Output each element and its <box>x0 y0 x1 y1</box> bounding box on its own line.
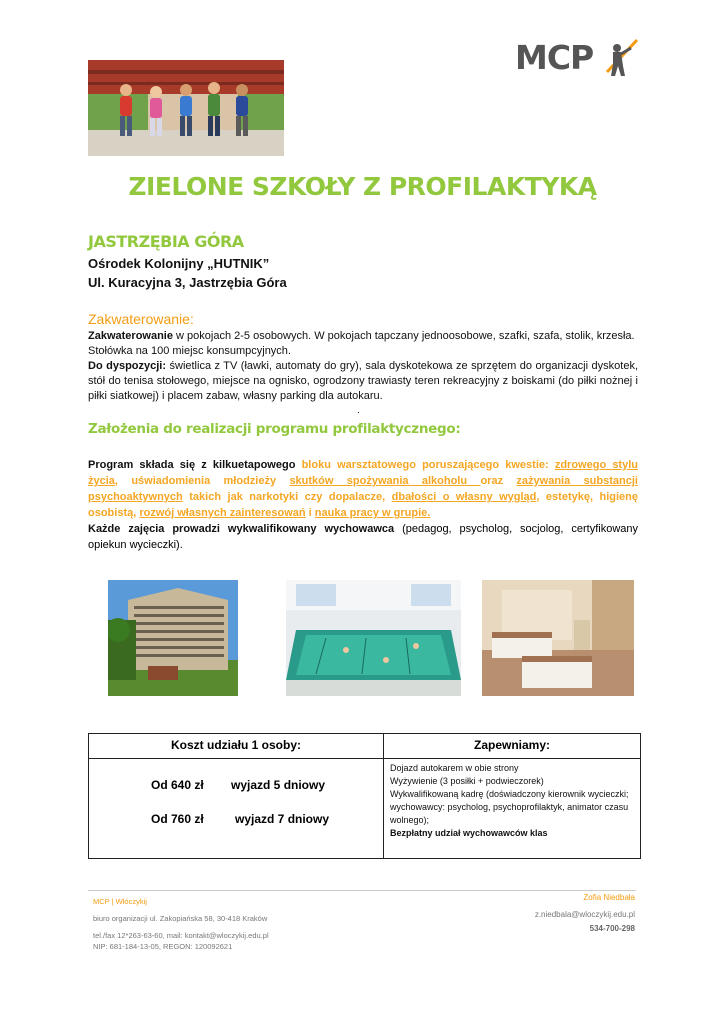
pool-photo <box>286 580 461 696</box>
program-sep-5: , estetykę, higienę osobistą, <box>88 491 639 519</box>
venue-name: Ośrodek Kolonijny „HUTNIK” <box>88 256 270 271</box>
program-sep-6: i <box>305 507 315 519</box>
accommodation-label: Zakwaterowanie <box>88 330 173 342</box>
accommodation-text: w pokojach 2-5 osobowych. W pokojach tapczany jednoosobowe, szafki, szafa, stolik, krzesła. Stołówka na 100 miejsc konsumpcyjnych. <box>88 330 635 357</box>
provides-item: Wykwalifikowaną kadrę (doświadczony kierownik wycieczki; wychowawcy: psycholog, psychoprofilaktyk, animator czasu wolnego); <box>390 789 629 825</box>
program-workshop: bloku warsztatowego poruszającego kwestie: <box>301 459 555 471</box>
footer-org: MCP | Włóczykij <box>93 897 147 906</box>
venue-address: Ul. Kuracyjna 3, Jastrzębia Góra <box>88 275 287 290</box>
building-photo <box>108 580 238 696</box>
topic-substances: zażywania substancji psychoaktywnych <box>88 475 638 503</box>
provides-list <box>390 762 640 840</box>
mcp-logo <box>515 36 645 82</box>
topic-teamwork: nauka pracy w grupie. <box>314 507 431 519</box>
topic-youth-awareness: uświadomienia młodzieży <box>131 475 277 487</box>
logo-text: MCP <box>515 38 594 77</box>
leader-bold: Każde zajęcia prowadzi wykwalifikowany wychowawca <box>88 523 395 535</box>
price-amount: Od 640 zł <box>151 778 204 792</box>
topic-alcohol: skutków spożywania alkoholu <box>289 475 481 487</box>
footer-ids: NIP: 681-184-13-05, REGON: 120092621 <box>93 942 233 951</box>
room-photo <box>482 580 634 696</box>
trip-length: wyjazd 7 dniowy <box>235 812 330 826</box>
program-intro: Program składa się z kilkuetapowego <box>88 459 302 471</box>
footer-office: biuro organizacji ul. Zakopiańska 58, 30-418 Kraków <box>93 914 268 923</box>
price-row-5-days <box>151 778 325 792</box>
kids-running-photo <box>88 60 284 156</box>
footer-divider <box>88 890 636 891</box>
program-heading: Założenia do realizacji programu profilaktycznego: <box>88 421 461 437</box>
leader-text: (pedagog, psycholog, socjolog, certyfikowany opiekun wycieczki). <box>88 523 638 551</box>
accommodation-paragraph <box>88 329 638 359</box>
program-leader-line <box>88 521 638 553</box>
footer-person: Zofia Niedbała <box>583 893 635 902</box>
cost-table <box>88 733 641 859</box>
footer-contact: tel./fax 12*263-63-60, mail: kontakt@wloczykij.edu.pl <box>93 931 269 940</box>
provides-item: Wyżywienie (3 posiłki + podwieczorek) <box>390 776 544 786</box>
facilities-label: Do dyspozycji: <box>88 360 167 372</box>
footer-phone: 534-700-298 <box>589 924 635 933</box>
program-sep-3: oraz <box>480 475 517 487</box>
provides-item-free-teachers: Bezpłatny udział wychowawców klas <box>390 828 548 838</box>
facilities-text: świetlica z TV (ławki, automaty do gry), sala dyskotekowa ze sprzętem do organizacji dyskotek, stół do tenisa stołowego, miejsce na ognisko, ogrodzony trawiasty teren rekreacyjny z boiskami (do piłki nożnej i piłki siatkowej) i placem zabaw, własny parking dla autokaru. <box>88 360 638 402</box>
footer-email: z.niedbala@wloczykij.edu.pl <box>534 910 635 919</box>
location-name: JASTRZĘBIA GÓRA <box>88 232 244 251</box>
topic-appearance: dbałości o własny wygląd <box>391 491 537 503</box>
program-sep-2 <box>276 475 289 487</box>
wanderer-figure-icon <box>603 36 645 82</box>
facilities-paragraph <box>88 359 638 404</box>
separator-dot: . <box>357 405 360 416</box>
price-amount: Od 760 zł <box>151 812 204 826</box>
price-row-7-days <box>151 812 329 826</box>
topic-interests: rozwój własnych zainteresowań <box>139 507 306 519</box>
trip-length: wyjazd 5 dniowy <box>231 778 326 792</box>
topic-healthy-lifestyle: zdrowego stylu życia <box>88 459 638 487</box>
program-sep-4: takich jak narkotyki czy dopalacze, <box>182 491 392 503</box>
accommodation-heading: Zakwaterowanie: <box>88 311 194 327</box>
page-title: ZIELONE SZKOŁY Z PROFILAKTYKĄ <box>128 172 597 201</box>
cost-column-header: Koszt udziału 1 osoby: <box>170 738 301 752</box>
program-sep-1: , <box>114 475 132 487</box>
program-paragraph <box>88 457 638 553</box>
provides-column-header: Zapewniamy: <box>473 738 551 752</box>
provides-item: Dojazd autokarem w obie strony <box>390 763 519 773</box>
